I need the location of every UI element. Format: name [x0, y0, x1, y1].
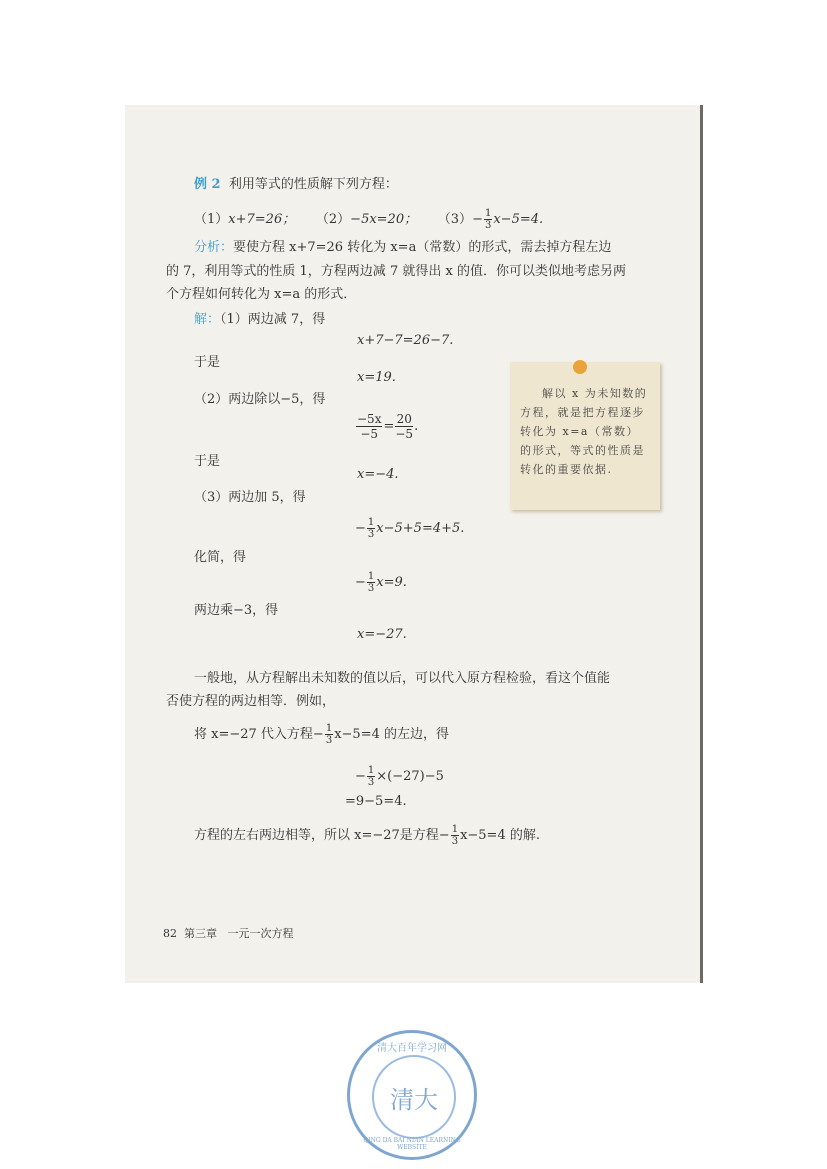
equation: − $\frac{1}{3}$ ×(−27)−5 [355, 765, 444, 788]
watermark-logo: 清大百年学习网 清大 QING DA BAI NIAN LEARNING WEBSITE [347, 1030, 477, 1160]
equation: x=−4. [357, 467, 399, 482]
paragraph-line: 方程的左右两边相等，所以 x=−27是方程− $\frac{1}{3}$ x−5=4 的解. [194, 824, 540, 847]
equation: =9−5=4. [345, 794, 407, 809]
problems: （1）x+7=26； （2）−5x=20； （3）− $\frac{1}{3}$ x−5=4. [194, 208, 544, 231]
equation: − $\frac{1}{3}$ x=9. [355, 571, 407, 594]
equation: $\frac{-5x}{-5}$ = $\frac{20}{-5}$ . [357, 412, 419, 441]
equation: x=19. [357, 370, 396, 385]
pin-icon [573, 360, 587, 374]
text: 化简，得 [194, 550, 247, 565]
solution-step-2: （2）两边除以−5，得 [194, 392, 326, 407]
side-note [510, 362, 660, 510]
equation: − $\frac{1}{3}$ x−5+5=4+5. [355, 517, 465, 540]
analysis-line-3: 个方程如何转化为 x=a 的形式． [166, 287, 357, 302]
textbook-page [125, 105, 703, 983]
analysis-line-2: 的 7，利用等式的性质 1，方程两边减 7 就得出 x 的值．你可以类似地考虑另两 [166, 264, 626, 279]
equation: x=−27. [357, 627, 407, 642]
equation: x+7−7=26−7. [357, 333, 454, 348]
side-note-text: 解以 x 为未知数的方程，就是把方程逐步转化为 x=a（常数）的形式，等式的性质是转化的重要依据. [520, 387, 648, 476]
paragraph-line: 否使方程的两边相等．例如， [166, 694, 336, 709]
solution-step-1: 解：（1）两边减 7，得 [194, 312, 326, 327]
text: 于是 [194, 454, 221, 469]
solution-step-3: （3）两边加 5，得 [194, 490, 306, 505]
text: 于是 [194, 355, 221, 370]
example-heading: 例 2 利用等式的性质解下列方程： [194, 177, 398, 192]
paragraph-line: 一般地，从方程解出未知数的值以后，可以代入原方程检验，看这个值能 [194, 671, 611, 686]
paragraph-line: 将 x=−27 代入方程− $\frac{1}{3}$ x−5=4 的左边，得 [194, 723, 449, 746]
solution-step-4: 两边乘−3，得 [194, 603, 279, 618]
analysis-line-1: 分析：要使方程 x+7=26 转化为 x=a（常数）的形式，需去掉方程左边 [194, 240, 612, 255]
page-footer: 82 第三章 一元一次方程 [163, 927, 294, 940]
